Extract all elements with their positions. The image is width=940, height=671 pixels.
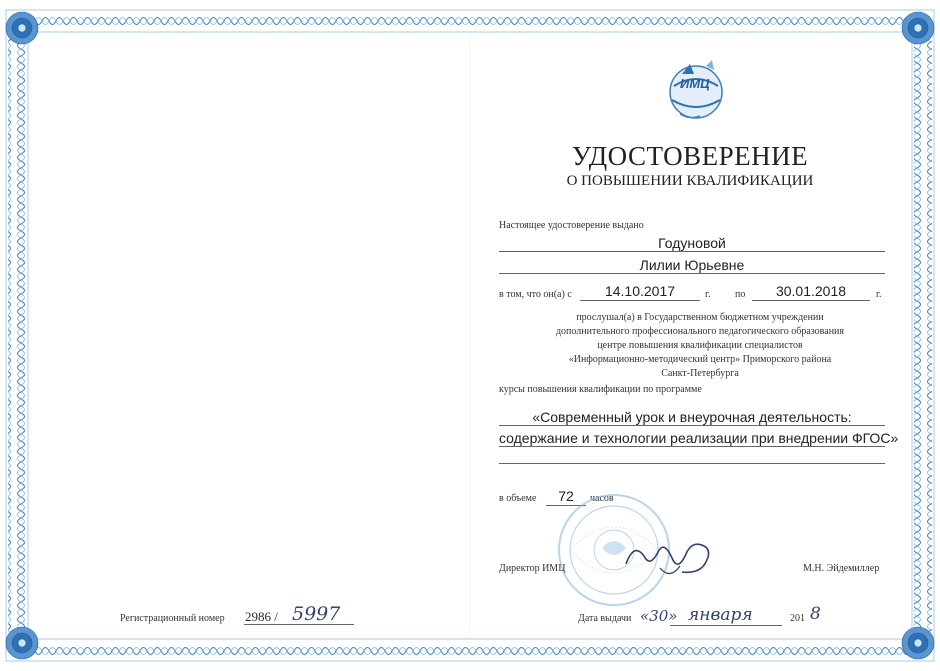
issue-month: января (688, 605, 753, 625)
period-label: в том, что он(а) с (499, 289, 572, 300)
issue-year-handwritten: 8 (810, 604, 821, 624)
issued-to-label: Настоящее удостоверение выдано (499, 220, 644, 231)
program-line-3-rule (499, 463, 885, 464)
issue-day: «30» (640, 607, 678, 625)
certificate-subtitle: О ПОВЫШЕНИИ КВАЛИФИКАЦИИ (566, 173, 814, 189)
date-to-line (752, 300, 870, 301)
program-label: курсы повышения квалификации по программе (499, 384, 702, 395)
institution-line-2: дополнительного профессионального педагогического образования (555, 326, 845, 337)
program-line-2-rule (499, 446, 885, 447)
program-line-1: «Современный урок и внеурочная деятельность: (532, 409, 852, 425)
hours-unit: часов (590, 493, 614, 504)
program-line-2: содержание и технологии реализации при внедрении ФГОС» (499, 430, 899, 446)
date-to-value: 30.01.2018 (775, 283, 847, 299)
certificate-title: УДОСТОВЕРЕНИЕ (571, 141, 809, 171)
program-line-1-rule (499, 425, 885, 426)
given-names-line (499, 273, 885, 274)
surname-value: Годуновой (658, 235, 726, 251)
issue-month-line (670, 625, 782, 626)
logo-text: ИМЦ (680, 76, 710, 91)
issue-year-printed: 201 (790, 613, 805, 624)
institution-line-4: «Информационно-методический центр» Приморского района (568, 354, 832, 365)
director-label: Директор ИМЦ (499, 563, 566, 574)
institution-line-1: прослушал(а) в Государственном бюджетном учреждении (576, 312, 824, 323)
year-suffix-1: г. (705, 289, 711, 300)
surname-line (499, 251, 885, 252)
issue-date-label: Дата выдачи (578, 613, 632, 624)
given-names-value: Лилии Юрьевне (639, 257, 745, 273)
date-from-line (580, 300, 700, 301)
director-name: М.Н. Эйдемиллер (803, 563, 880, 574)
institution-line-5: Санкт-Петербурга (661, 368, 739, 379)
registration-number-handwritten: 5997 (292, 603, 341, 625)
registration-number-printed: 2986 / (245, 609, 278, 624)
institution-line-3: центре повышения квалификации специалистов (597, 340, 803, 351)
year-suffix-2: г. (876, 289, 882, 300)
registration-label: Регистрационный номер (120, 613, 225, 624)
date-from-value: 14.10.2017 (604, 283, 676, 299)
volume-label: в объеме (499, 493, 537, 504)
imc-logo (660, 56, 736, 126)
to-label: по (735, 289, 746, 300)
director-signature (620, 528, 720, 588)
hours-value: 72 (558, 488, 574, 504)
